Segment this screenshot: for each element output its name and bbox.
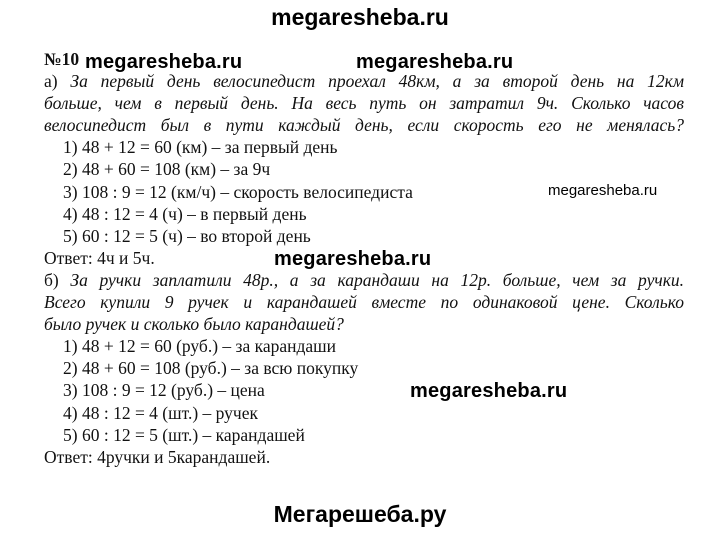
part-b-step: 1) 48 + 12 = 60 (руб.) – за карандаши [63,336,336,357]
part-a-step: 5) 60 : 12 = 5 (ч) – во второй день [63,225,311,246]
part-a-text-line-3: велосипедист был в пути каждый день, если скорость его не менялась? [44,115,684,136]
part-b-step: 3) 108 : 9 = 12 (руб.) – цена [63,380,265,401]
part-a-text-line-2: больше, чем в первый день. На весь путь он затратил 9ч. Сколько часов [44,93,684,114]
part-b-answer: Ответ: 4ручки и 5карандашей. [44,446,271,467]
part-a-label: а) [44,71,58,92]
part-b-step: 2) 48 + 60 = 108 (руб.) – за всю покупку [63,358,359,379]
part-a-step: 1) 48 + 12 = 60 (км) – за первый день [63,137,338,158]
problem-number: №10 [44,49,80,69]
watermark-inline: megaresheba.ru [548,182,658,199]
part-a-step: 2) 48 + 60 = 108 (км) – за 9ч [63,159,271,180]
part-b-text-line-2: Всего купили 9 ручек и карандашей вместе по одинаковой цене. Сколько [44,292,684,313]
watermark-bottom: Мегарешеба.ру [273,501,447,527]
watermark-inline: megaresheba.ru [85,51,243,73]
part-b-step: 4) 48 : 12 = 4 (шт.) – ручек [63,402,258,423]
part-a-text: За первый день велосипедист проехал 48км, а за второй день на 12км [70,71,685,92]
part-b-text-line-1 [44,269,684,291]
part-b-step: 5) 60 : 12 = 5 (шт.) – карандашей [63,424,305,445]
watermark-inline: megaresheba.ru [274,248,432,270]
part-b-text: За ручки заплатили 48р., а за карандаши на 12р. больше, чем за ручки. [70,269,685,290]
watermark-top: megaresheba.ru [271,4,449,30]
watermark-inline: megaresheba.ru [356,51,514,73]
part-b-label: б) [44,269,59,290]
part-b-text-line-3: было ручек и сколько было карандашей? [44,314,344,335]
part-a-step: 4) 48 : 12 = 4 (ч) – в первый день [63,203,307,224]
part-a-answer: Ответ: 4ч и 5ч. [44,247,155,268]
part-a-step: 3) 108 : 9 = 12 (км/ч) – скорость велосипедиста [63,181,413,202]
watermark-inline: megaresheba.ru [410,380,568,402]
